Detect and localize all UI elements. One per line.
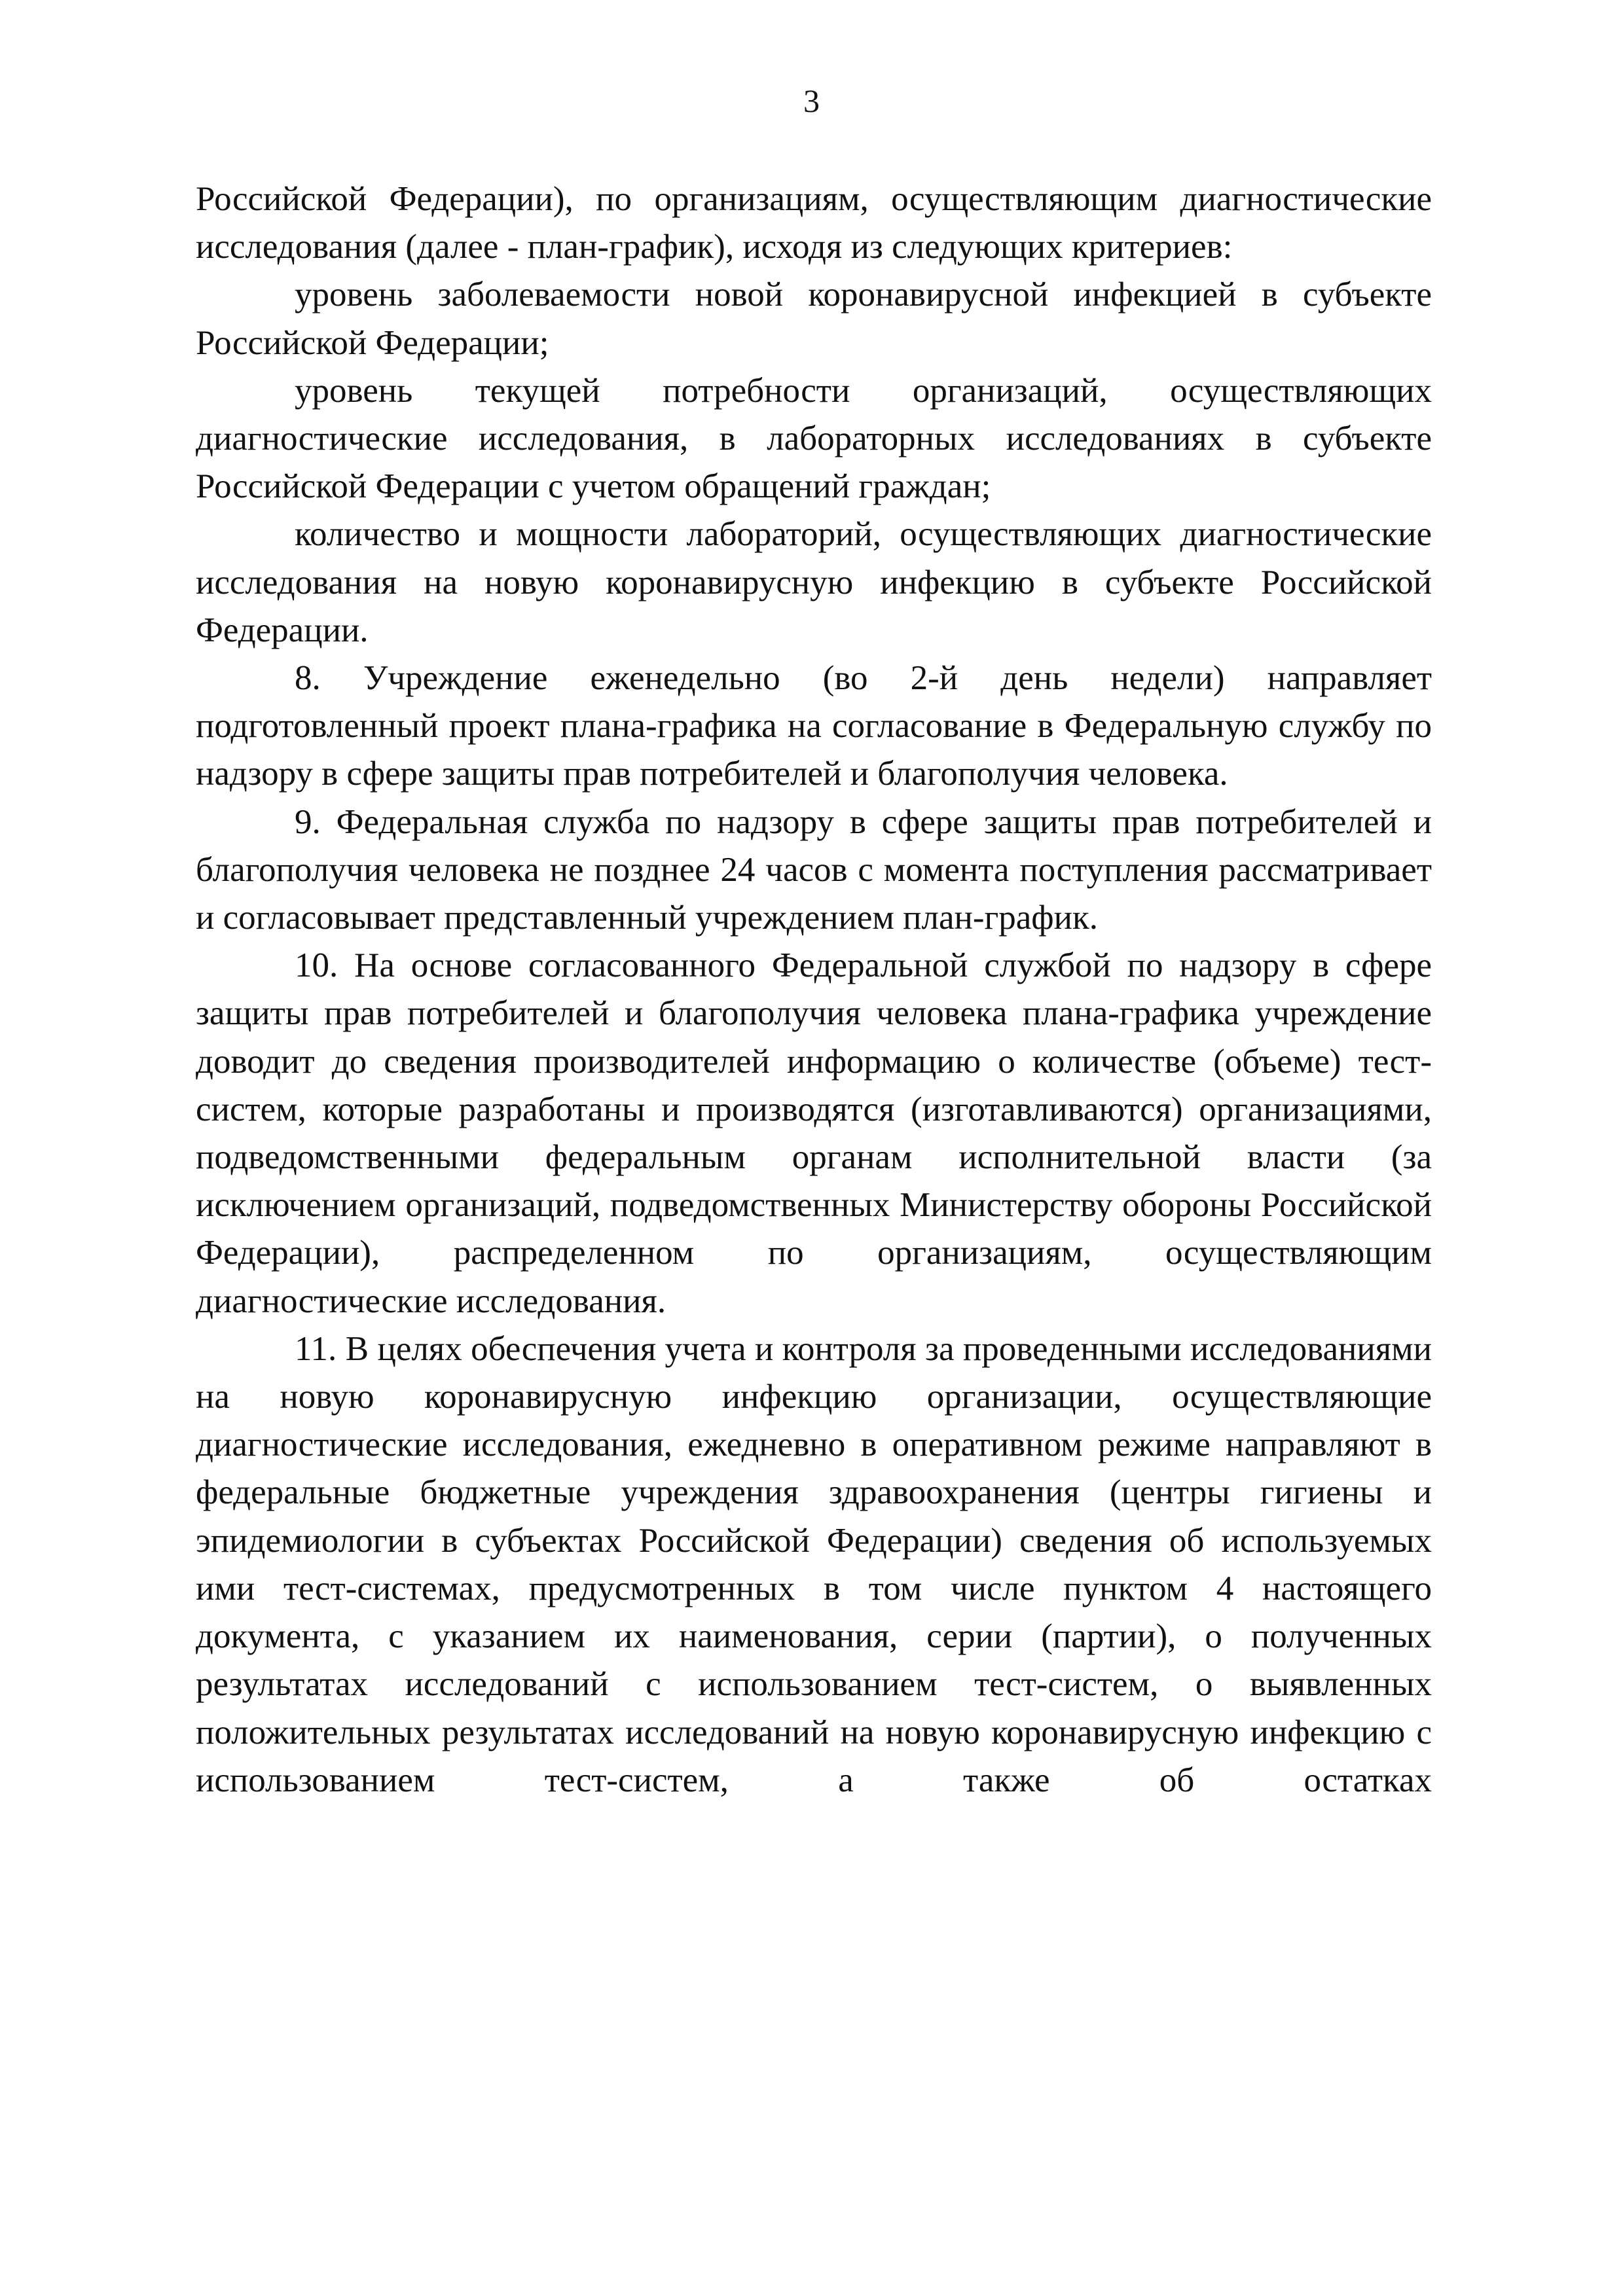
clause-9: 9. Федеральная служба по надзору в сфере защиты прав потребителей и благополучия человека не позднее 24 часов с момента поступления рассматривает и согласовывает представленный учреждением план-график. (196, 802, 1432, 937)
criterion-morbidity-level: уровень заболеваемости новой коронавирусной инфекцией в субъекте Российской Федерации; (196, 276, 1432, 362)
paragraph-continuation: Российской Федерации), по организациям, осуществляющим диагностические исследования (далее - план-график), исходя из следующих критериев: (196, 180, 1432, 266)
clause-10: 10. На основе согласованного Федеральной службой по надзору в сфере защиты прав потребителей и благополучия человека плана-графика учреждение доводит до сведения производителей информацию о количестве (объеме) тест-систем, которые разработаны и производятся (изготавливаются) организациями, подведомственными федеральным органам исполнительной власти (за исключением организаций, подведомственных Министерству обороны Российской Федерации), распределенном по организациям, осуществляющим диагностические исследования. (196, 946, 1432, 1320)
page-number: 3 (803, 82, 820, 119)
criterion-current-demand: уровень текущей потребности организаций, осуществляющих диагностические исследования, в лабораторных исследованиях в субъекте Российской Федерации с учетом обращений граждан; (196, 371, 1432, 506)
criterion-laboratory-capacity: количество и мощности лабораторий, осуществляющих диагностические исследования на новую коронавирусную инфекцию в субъекте Российской Федерации. (196, 515, 1432, 649)
clause-11: 11. В целях обеспечения учета и контроля за проведенными исследованиями на новую коронавирусную инфекцию организации, осуществляющие диагностические исследования, ежедневно в оперативном режиме направляют в федеральные бюджетные учреждения здравоохранения (центры гигиены и эпидемиологии в субъектах Российской Федерации) сведения об используемых ими тест-системах, предусмотренных в том числе пунктом 4 настоящего документа, с указанием их наименования, серии (партии), о полученных результатах исследований с использованием тест-систем, о выявленных положительных результатах исследований на новую коронавирусную инфекцию с использованием тест-систем, а также об остатках (196, 1329, 1432, 1799)
clause-8: 8. Учреждение еженедельно (во 2-й день недели) направляет подготовленный проект плана-графика на согласование в Федеральную службу по надзору в сфере защиты прав потребителей и благополучия человека. (196, 659, 1432, 793)
document-body (196, 175, 1432, 1804)
